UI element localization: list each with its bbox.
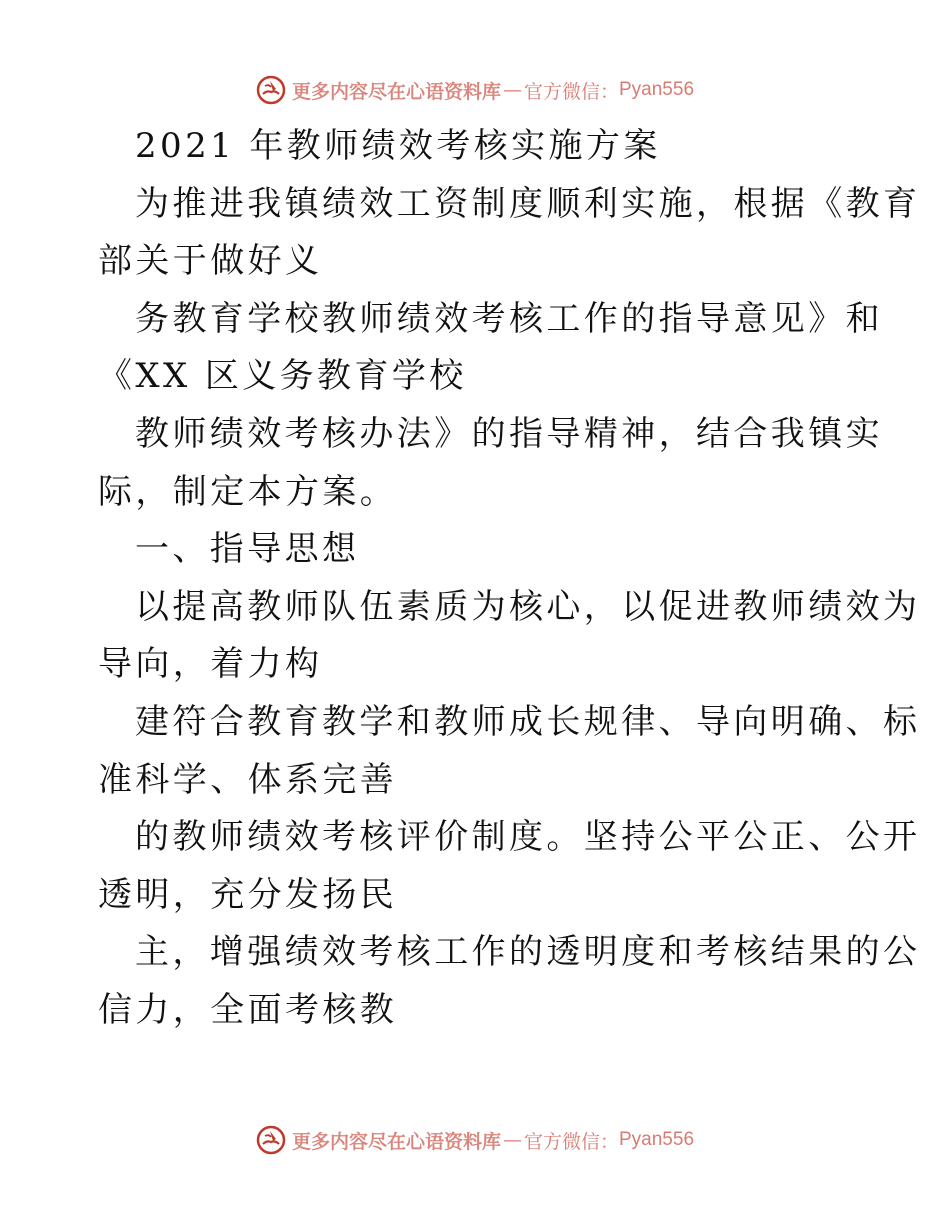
paragraph-line: 务教育学校教师绩效考核工作的指导意见》和 [135, 298, 883, 339]
paragraph-line: 教师绩效考核办法》的指导精神，结合我镇实 [135, 413, 883, 454]
book-pen-logo-icon [256, 75, 286, 105]
footer-banner [0, 1120, 950, 1160]
book-pen-logo-icon [256, 1125, 286, 1155]
banner-wechat-id: Pyan556 [619, 79, 695, 100]
document-title: 2021 年教师绩效考核实施方案 [135, 126, 661, 166]
paragraph-line: 际，制定本方案。 [98, 471, 398, 512]
paragraph-line: 导向，着力构 [98, 644, 323, 685]
paragraph-line: 部关于做好义 [98, 241, 323, 282]
banner-promo-text: 更多内容尽在心语资料库 [291, 1130, 501, 1153]
header-banner [0, 70, 950, 110]
banner-wechat-id: Pyan556 [619, 1129, 695, 1150]
paragraph-line: 的教师绩效考核评价制度。坚持公平公正、公开 [135, 817, 921, 858]
banner-wechat-label: 官方微信： [523, 80, 619, 103]
banner-wechat-label: 官方微信： [523, 1130, 619, 1153]
paragraph-line: 为推进我镇绩效工资制度顺利实施，根据《教育 [135, 183, 921, 224]
paragraph-line: 建符合教育教学和教师成长规律、导向明确、标 [135, 701, 921, 742]
paragraph-line: 准科学、体系完善 [98, 759, 398, 800]
paragraph-line: 《XX 区义务教育学校 [98, 356, 467, 397]
paragraph-line: 透明，充分发扬民 [98, 874, 398, 915]
section-heading: 一、指导思想 [135, 529, 360, 570]
banner-separator: — [502, 79, 522, 101]
banner-separator: — [502, 1129, 522, 1151]
paragraph-line: 主，增强绩效考核工作的透明度和考核结果的公 [135, 932, 921, 973]
paragraph-line: 以提高教师队伍素质为核心，以促进教师绩效为 [135, 586, 921, 627]
paragraph-line: 信力，全面考核教 [98, 989, 398, 1030]
document-body [98, 118, 921, 1040]
banner-promo-text: 更多内容尽在心语资料库 [291, 80, 501, 103]
